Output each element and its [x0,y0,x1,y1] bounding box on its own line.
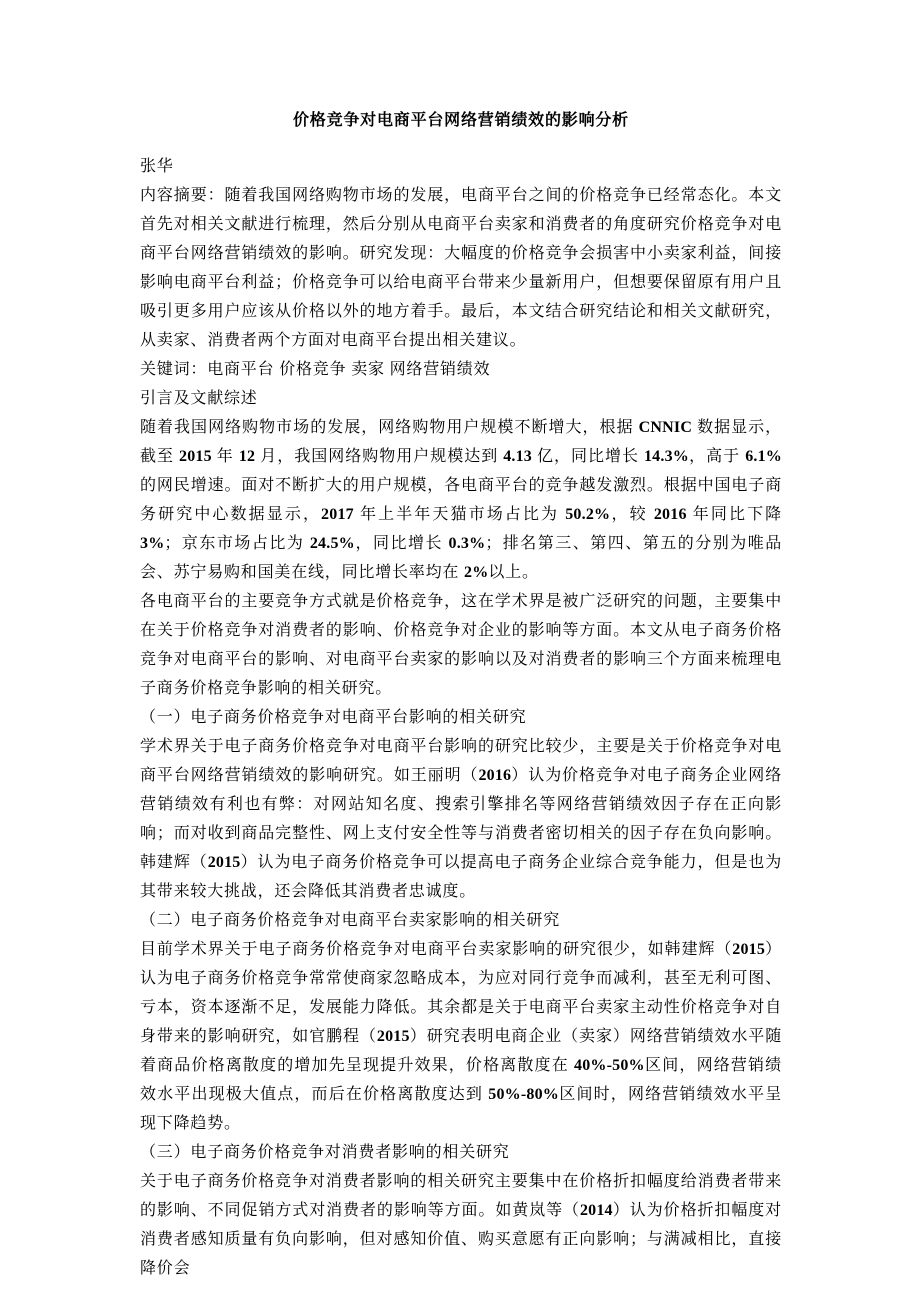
section-heading-2: （二）电子商务价格竞争对电商平台卖家影响的相关研究 [140,912,561,929]
paragraph-section-3: 关于电子商务价格竞争对消费者影响的相关研究主要集中在价格折扣幅度给消费者带来的影响、不同促销方式对消费者的影响等方面。如黄岚等（2014）认为价格折扣幅度对消费者感知质量有负向影响，但对感知价值、购买意愿有正向影响；与满减相比，直接降价会 [140,1173,782,1277]
section-heading-3: （三）电子商务价格竞争对消费者影响的相关研究 [140,1144,510,1161]
paragraph-abstract: 内容摘要：随着我国网络购物市场的发展，电商平台之间的价格竞争已经常态化。本文首先对相关文献进行梳理，然后分别从电商平台卖家和消费者的角度研究价格竞争对电商平台网络营销绩效的影响。研究发现：大幅度的价格竞争会损害中小卖家利益，间接影响电商平台利益；价格竞争可以给电商平台带来少量新用户，但想要保留原有用户且吸引更多用户应该从价格以外的地方着手。最后，本文结合研究结论和相关文献研究，从卖家、消费者两个方面对电商平台提出相关建议。 [140,187,782,349]
paragraph-intro-1: 随着我国网络购物市场的发展，网络购物用户规模不断增大，根据 CNNIC 数据显示，截至 2015 年 12 月，我国网络购物用户规模达到 4.13 亿，同比增长 14.3%，高于 6.1%的网民增速。面对不断扩大的用户规模，各电商平台的竞争越发激烈。根据中国电子商务研究中心数据显示，2017 年上半年天猫市场占比为 50.2%，较 2016 年同比下降 3%；京东市场占比为 24.5%，同比增长 0.3%；排名第三、第四、第五的分别为唯品会、苏宁易购和国美在线，同比增长率均在 2%以上。 [140,419,782,581]
paragraph-section-2: 目前学术界关于电子商务价格竞争对电商平台卖家影响的研究很少，如韩建辉（2015）认为电子商务价格竞争常常使商家忽略成本，为应对同行竞争而减利，甚至无利可图、亏本，资本逐渐不足，发展能力降低。其余都是关于电商平台卖家主动性价格竞争对自身带来的影响研究，如官鹏程（2015）研究表明电商企业（卖家）网络营销绩效水平随着商品价格离散度的增加先呈现提升效果，价格离散度在 40%-50%区间，网络营销绩效水平出现极大值点，而后在价格离散度达到 50%-80%区间时，网络营销绩效水平呈现下降趋势。 [140,941,782,1132]
paragraph-section-1: 学术界关于电子商务价格竞争对电商平台影响的研究比较少，主要是关于价格竞争对电商平台网络营销绩效的影响研究。如王丽明（2016）认为价格竞争对电子商务企业网络营销绩效有利也有弊：对网站知名度、搜索引擎排名等网络营销绩效因子存在正向影响；而对收到商品完整性、网上支付安全性等与消费者密切相关的因子存在负向影响。韩建辉（2015）认为电子商务价格竞争可以提高电子商务企业综合竞争能力，但是也为其带来较大挑战，还会降低其消费者忠诚度。 [140,738,782,900]
document-title: 价格竞争对电商平台网络营销绩效的影响分析 [292,112,629,129]
section-heading-1: （一）电子商务价格竞争对电商平台影响的相关研究 [140,709,527,726]
paragraph-intro-2: 各电商平台的主要竞争方式就是价格竞争，这在学术界是被广泛研究的问题，主要集中在关于价格竞争对消费者的影响、价格竞争对企业的影响等方面。本文从电子商务价格竞争对电商平台的影响、对电商平台卖家的影响以及对消费者的影响三个方面来梳理电子商务价格竞争影响的相关研究。 [140,593,782,697]
paragraph-keywords: 关键词：电商平台 价格竞争 卖家 网络营销绩效 [140,361,491,378]
section-heading-introduction: 引言及文献综述 [140,390,258,407]
author-line: 张华 [140,158,174,175]
